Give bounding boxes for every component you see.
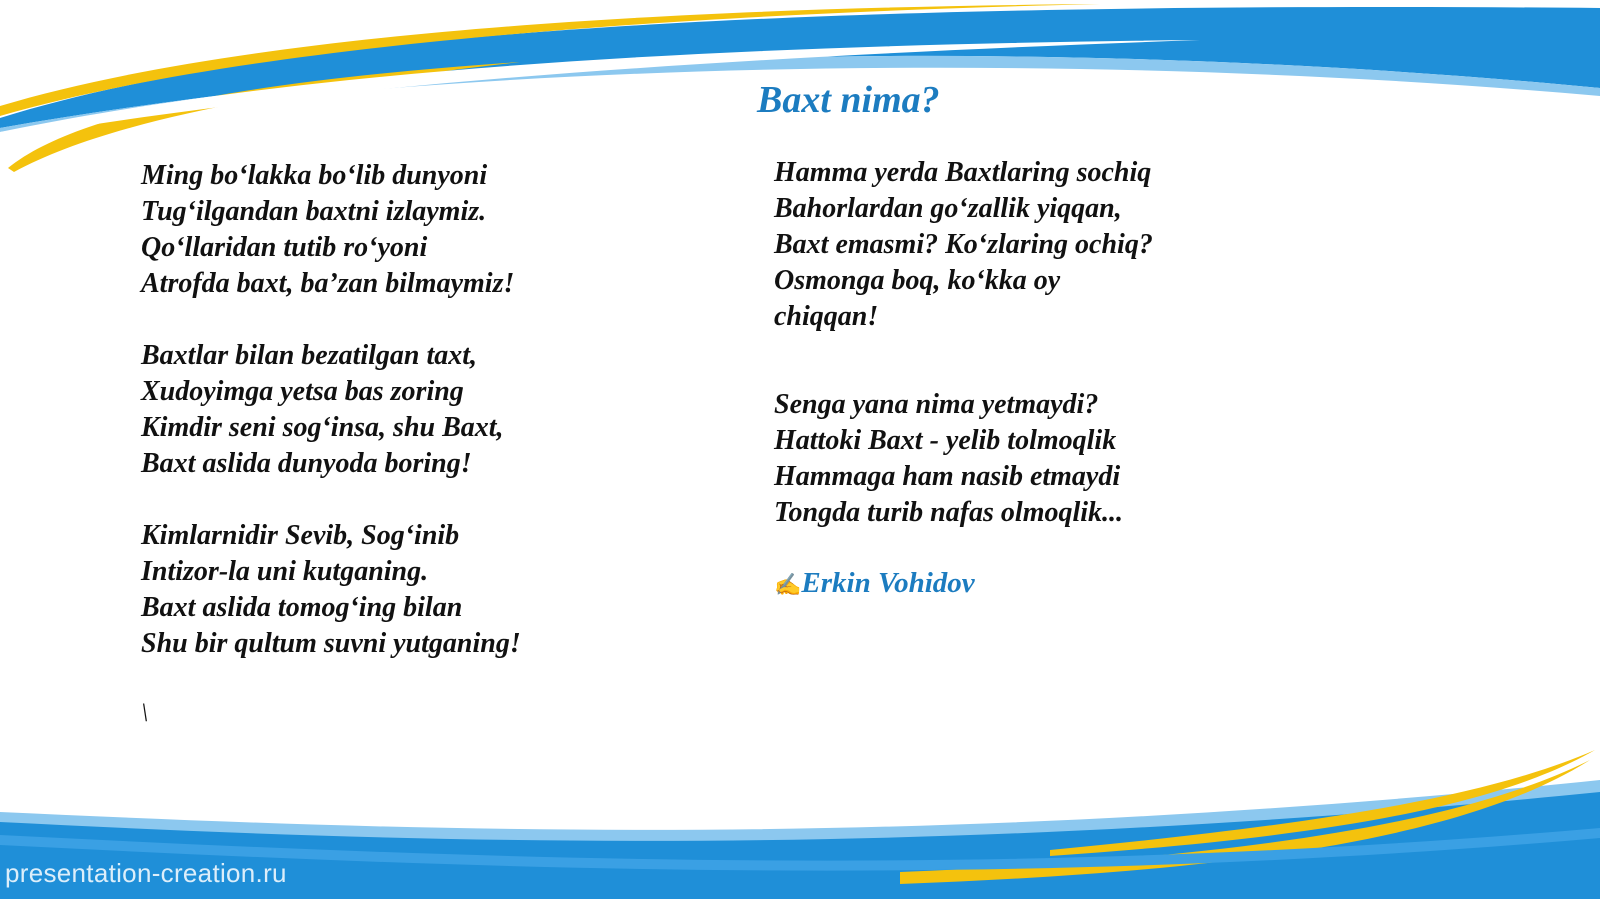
poem-line: chiqqan! bbox=[774, 301, 879, 332]
poem-line: Hamma yerda Baxtlaring sochiq bbox=[774, 157, 1152, 188]
slide-title: Baxt nima? bbox=[757, 79, 940, 121]
poem-line: Tongda turib nafas olmoqlik... bbox=[774, 497, 1124, 528]
poem-line: Hattoki Baxt - yelib tolmoqlik bbox=[774, 425, 1117, 456]
stanza-left-3 bbox=[141, 518, 701, 662]
poem-line: Senga yana nima yetmaydi? bbox=[774, 389, 1099, 420]
poem-column-left bbox=[141, 158, 701, 698]
poem-line: Osmonga boq, ko‘kka oy bbox=[774, 265, 1061, 296]
poem-line: Baxt emasmi? Ko‘zlaring ochiq? bbox=[774, 229, 1153, 260]
poem-line: Shu bir qultum suvni yutganing! bbox=[141, 628, 521, 659]
poem-line: Atrofda baxt, ba’zan bilmaymiz! bbox=[141, 268, 515, 299]
author-name: Erkin Vohidov bbox=[801, 567, 975, 599]
poem-line: Baxt aslida dunyoda boring! bbox=[141, 448, 472, 479]
poem-line: Xudoyimga yetsa bas zoring bbox=[141, 376, 464, 407]
poem-column-right bbox=[774, 155, 1234, 583]
poem-line: Intizor-la uni kutganing. bbox=[141, 556, 429, 587]
poem-line: Qo‘llaridan tutib ro‘yoni bbox=[141, 232, 428, 263]
poem-line: Kimlarnidir Sevib, Sog‘inib bbox=[141, 520, 460, 551]
poem-line: Kimdir seni sog‘insa, shu Baxt, bbox=[141, 412, 504, 443]
poem-line: Hammaga ham nasib etmaydi bbox=[774, 461, 1121, 492]
author-signature bbox=[774, 567, 975, 600]
stanza-left-2 bbox=[141, 338, 701, 482]
poem-line: Ming bo‘lakka bo‘lib dunyoni bbox=[141, 160, 488, 191]
poem-line: Baxtlar bilan bezatilgan taxt, bbox=[141, 340, 478, 371]
stanza-right-2 bbox=[774, 387, 1234, 531]
stanza-right-1 bbox=[774, 155, 1234, 335]
writing-hand-icon: ✍ bbox=[774, 572, 802, 597]
footer-brand: presentation-creation.ru bbox=[5, 858, 287, 888]
stray-backslash: \ bbox=[141, 698, 149, 727]
stanza-left-1 bbox=[141, 158, 701, 302]
poem-line: Baxt aslida tomog‘ing bilan bbox=[141, 592, 463, 623]
poem-line: Bahorlardan go‘zallik yiqqan, bbox=[774, 193, 1122, 224]
poem-line: Tug‘ilgandan baxtni izlaymiz. bbox=[141, 196, 487, 227]
